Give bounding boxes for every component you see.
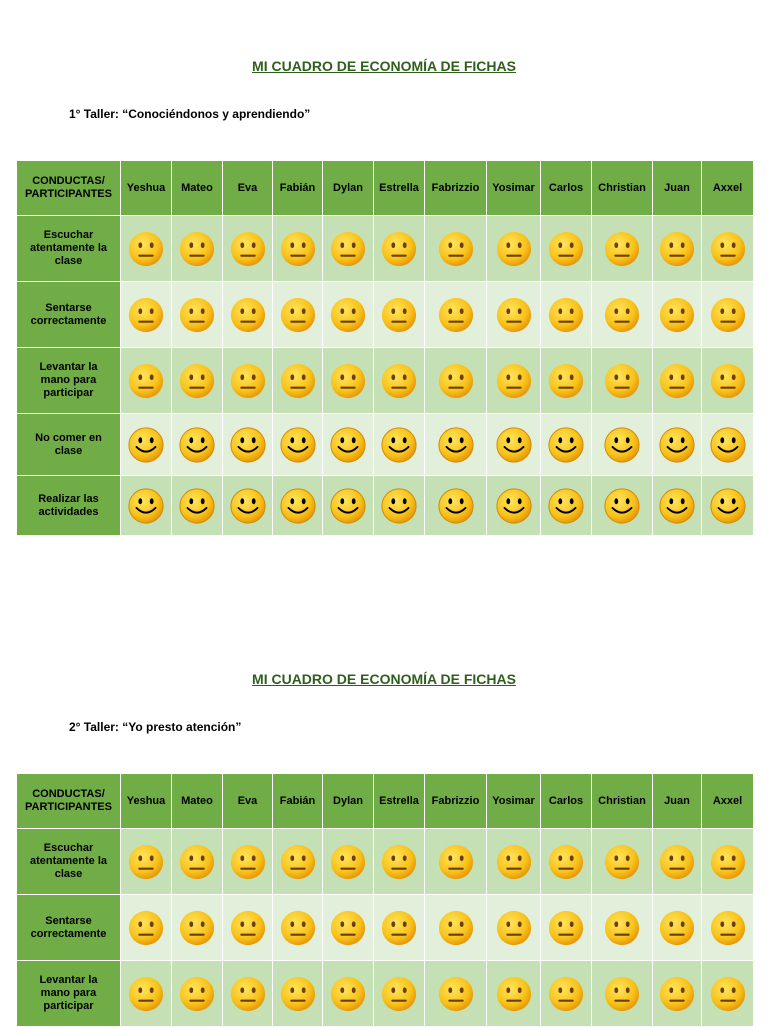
token-cell — [425, 895, 487, 961]
token-cell — [541, 829, 592, 895]
neutral-face-icon — [380, 296, 418, 334]
header-row — [17, 774, 754, 829]
token-cell — [323, 829, 374, 895]
neutral-face-icon — [547, 296, 585, 334]
workshop-subtitle: 1° Taller: “Conociéndonos y aprendiendo” — [69, 107, 311, 121]
neutral-face-icon — [279, 296, 317, 334]
token-cell — [172, 216, 223, 282]
smiley-face-icon — [329, 487, 367, 525]
token-cell — [592, 961, 653, 1027]
token-cell — [702, 961, 754, 1027]
token-cell — [121, 895, 172, 961]
neutral-face-icon — [229, 230, 267, 268]
token-cell — [172, 961, 223, 1027]
label-line: Sentarse — [45, 301, 92, 314]
token-cell — [653, 216, 702, 282]
smiley-face-icon — [380, 487, 418, 525]
neutral-face-icon — [279, 975, 317, 1013]
smiley-face-icon — [127, 426, 165, 464]
token-cell — [121, 829, 172, 895]
token-cell — [121, 282, 172, 348]
token-economy-table — [16, 773, 754, 1027]
token-cell — [121, 216, 172, 282]
token-cell — [425, 216, 487, 282]
token-cell — [541, 282, 592, 348]
smiley-face-icon — [279, 426, 317, 464]
label-line: mano para — [40, 374, 97, 386]
neutral-face-icon — [603, 230, 641, 268]
neutral-face-icon — [547, 230, 585, 268]
token-cell — [172, 895, 223, 961]
token-cell — [425, 348, 487, 414]
smiley-face-icon — [658, 487, 696, 525]
participant-header: Christian — [592, 161, 653, 216]
neutral-face-icon — [709, 230, 747, 268]
token-cell — [653, 348, 702, 414]
behavior-label — [17, 414, 121, 476]
corner-header — [17, 161, 121, 216]
token-cell — [374, 282, 425, 348]
neutral-face-icon — [329, 843, 367, 881]
participant-header: Mateo — [172, 161, 223, 216]
token-cell — [273, 961, 323, 1027]
token-cell — [374, 216, 425, 282]
behavior-row — [17, 348, 754, 414]
participant-header: Yeshua — [121, 774, 172, 829]
label-line: clase — [54, 255, 83, 267]
token-cell — [223, 348, 273, 414]
token-cell — [592, 414, 653, 476]
token-cell — [425, 282, 487, 348]
token-cell — [702, 895, 754, 961]
token-cell — [172, 348, 223, 414]
label-line: actividades — [38, 505, 99, 518]
behavior-row — [17, 961, 754, 1027]
token-cell — [653, 829, 702, 895]
token-cell — [323, 961, 374, 1027]
token-cell — [653, 282, 702, 348]
neutral-face-icon — [437, 843, 475, 881]
token-cell — [702, 476, 754, 536]
token-cell — [121, 476, 172, 536]
neutral-face-icon — [329, 230, 367, 268]
label-line: CONDUCTAS/ — [32, 175, 105, 187]
label-line: Escuchar — [43, 842, 94, 854]
token-cell — [592, 895, 653, 961]
neutral-face-icon — [495, 843, 533, 881]
neutral-face-icon — [547, 975, 585, 1013]
token-cell — [323, 216, 374, 282]
token-cell — [223, 414, 273, 476]
neutral-face-icon — [178, 230, 216, 268]
token-cell — [323, 348, 374, 414]
token-cell — [425, 476, 487, 536]
neutral-face-icon — [380, 909, 418, 947]
token-cell — [374, 829, 425, 895]
token-cell — [273, 476, 323, 536]
behavior-row — [17, 476, 754, 536]
neutral-face-icon — [709, 975, 747, 1013]
behavior-label — [17, 348, 121, 414]
neutral-face-icon — [603, 296, 641, 334]
token-cell — [273, 348, 323, 414]
neutral-face-icon — [229, 909, 267, 947]
neutral-face-icon — [658, 909, 696, 947]
token-cell — [487, 216, 541, 282]
behavior-row — [17, 895, 754, 961]
token-cell — [172, 829, 223, 895]
neutral-face-icon — [709, 362, 747, 400]
workshop-subtitle: 2° Taller: “Yo presto atención” — [69, 720, 242, 734]
behavior-label — [17, 216, 121, 282]
neutral-face-icon — [658, 230, 696, 268]
neutral-face-icon — [380, 362, 418, 400]
participant-header: Yosimar — [487, 161, 541, 216]
token-cell — [592, 216, 653, 282]
label-line: No comer en — [35, 431, 102, 444]
token-cell — [653, 961, 702, 1027]
neutral-face-icon — [279, 230, 317, 268]
header-row — [17, 161, 754, 216]
neutral-face-icon — [437, 362, 475, 400]
participant-header: Fabrizzio — [425, 774, 487, 829]
token-cell — [223, 476, 273, 536]
token-cell — [487, 829, 541, 895]
smiley-face-icon — [709, 487, 747, 525]
neutral-face-icon — [495, 362, 533, 400]
token-cell — [653, 895, 702, 961]
neutral-face-icon — [279, 909, 317, 947]
neutral-face-icon — [658, 843, 696, 881]
neutral-face-icon — [437, 230, 475, 268]
neutral-face-icon — [329, 362, 367, 400]
neutral-face-icon — [279, 843, 317, 881]
neutral-face-icon — [279, 362, 317, 400]
neutral-face-icon — [380, 975, 418, 1013]
token-cell — [487, 348, 541, 414]
participant-header: Fabián — [273, 774, 323, 829]
smiley-face-icon — [178, 487, 216, 525]
token-cell — [541, 348, 592, 414]
token-cell — [323, 895, 374, 961]
neutral-face-icon — [495, 296, 533, 334]
smiley-face-icon — [495, 487, 533, 525]
neutral-face-icon — [603, 909, 641, 947]
token-cell — [273, 414, 323, 476]
participant-header: Carlos — [541, 161, 592, 216]
token-cell — [121, 348, 172, 414]
neutral-face-icon — [437, 975, 475, 1013]
participant-header: Yeshua — [121, 161, 172, 216]
neutral-face-icon — [329, 975, 367, 1013]
neutral-face-icon — [127, 843, 165, 881]
token-cell — [323, 414, 374, 476]
behavior-row — [17, 282, 754, 348]
smiley-face-icon — [658, 426, 696, 464]
token-cell — [592, 282, 653, 348]
participant-header: Axxel — [702, 774, 754, 829]
behavior-row — [17, 829, 754, 895]
token-cell — [121, 414, 172, 476]
page-title: MI CUADRO DE ECONOMÍA DE FICHAS — [252, 671, 516, 687]
neutral-face-icon — [709, 843, 747, 881]
neutral-face-icon — [547, 909, 585, 947]
token-cell — [121, 961, 172, 1027]
neutral-face-icon — [437, 296, 475, 334]
token-cell — [223, 829, 273, 895]
participant-header: Juan — [653, 774, 702, 829]
token-economy-table — [16, 160, 754, 536]
token-cell — [273, 282, 323, 348]
token-cell — [702, 348, 754, 414]
token-cell — [425, 961, 487, 1027]
token-cell — [541, 895, 592, 961]
participant-header: Carlos — [541, 774, 592, 829]
token-cell — [487, 961, 541, 1027]
neutral-face-icon — [437, 909, 475, 947]
label-line: Levantar la — [39, 361, 98, 373]
token-cell — [374, 414, 425, 476]
neutral-face-icon — [329, 909, 367, 947]
label-line: correctamente — [30, 314, 107, 327]
token-cell — [273, 829, 323, 895]
smiley-face-icon — [279, 487, 317, 525]
label-line: Realizar las — [38, 492, 99, 505]
participant-header: Juan — [653, 161, 702, 216]
label-line: Levantar la — [39, 974, 98, 986]
participant-header: Dylan — [323, 774, 374, 829]
label-line: mano para — [40, 987, 97, 999]
token-cell — [487, 414, 541, 476]
participant-header: Fabrizzio — [425, 161, 487, 216]
token-cell — [702, 216, 754, 282]
participant-header: Fabián — [273, 161, 323, 216]
token-cell — [487, 895, 541, 961]
behavior-row — [17, 216, 754, 282]
neutral-face-icon — [127, 909, 165, 947]
neutral-face-icon — [229, 296, 267, 334]
label-line: correctamente — [30, 927, 107, 940]
neutral-face-icon — [603, 362, 641, 400]
token-cell — [273, 895, 323, 961]
label-line: participar — [43, 387, 94, 399]
neutral-face-icon — [658, 362, 696, 400]
page-title: MI CUADRO DE ECONOMÍA DE FICHAS — [252, 58, 516, 74]
participant-header: Estrella — [374, 774, 425, 829]
token-cell — [172, 414, 223, 476]
token-cell — [172, 282, 223, 348]
behavior-label — [17, 961, 121, 1027]
neutral-face-icon — [547, 362, 585, 400]
token-cell — [487, 282, 541, 348]
participant-header: Mateo — [172, 774, 223, 829]
neutral-face-icon — [178, 362, 216, 400]
label-line: clase — [54, 444, 83, 457]
token-cell — [702, 282, 754, 348]
neutral-face-icon — [709, 909, 747, 947]
token-cell — [541, 476, 592, 536]
token-cell — [541, 414, 592, 476]
neutral-face-icon — [547, 843, 585, 881]
token-cell — [273, 216, 323, 282]
neutral-face-icon — [127, 230, 165, 268]
token-cell — [702, 829, 754, 895]
label-line: Escuchar — [43, 229, 94, 241]
neutral-face-icon — [127, 296, 165, 334]
behavior-row — [17, 414, 754, 476]
neutral-face-icon — [178, 296, 216, 334]
neutral-face-icon — [229, 362, 267, 400]
label-line: PARTICIPANTES — [25, 188, 112, 200]
token-cell — [592, 348, 653, 414]
smiley-face-icon — [329, 426, 367, 464]
smiley-face-icon — [229, 487, 267, 525]
neutral-face-icon — [127, 975, 165, 1013]
token-cell — [702, 414, 754, 476]
behavior-label — [17, 895, 121, 961]
participant-header: Eva — [223, 774, 273, 829]
neutral-face-icon — [495, 975, 533, 1013]
behavior-label — [17, 829, 121, 895]
smiley-face-icon — [127, 487, 165, 525]
neutral-face-icon — [229, 975, 267, 1013]
participant-header: Axxel — [702, 161, 754, 216]
token-cell — [172, 476, 223, 536]
behavior-label — [17, 282, 121, 348]
token-cell — [223, 895, 273, 961]
smiley-face-icon — [495, 426, 533, 464]
neutral-face-icon — [495, 230, 533, 268]
token-cell — [487, 476, 541, 536]
neutral-face-icon — [178, 843, 216, 881]
neutral-face-icon — [229, 843, 267, 881]
label-line: PARTICIPANTES — [25, 801, 112, 813]
token-cell — [374, 476, 425, 536]
neutral-face-icon — [329, 296, 367, 334]
smiley-face-icon — [547, 487, 585, 525]
token-cell — [223, 216, 273, 282]
neutral-face-icon — [709, 296, 747, 334]
neutral-face-icon — [603, 975, 641, 1013]
smiley-face-icon — [547, 426, 585, 464]
label-line: CONDUCTAS/ — [32, 788, 105, 800]
neutral-face-icon — [178, 975, 216, 1013]
label-line: atentamente la — [29, 855, 108, 867]
label-line: atentamente la — [29, 242, 108, 254]
token-cell — [223, 282, 273, 348]
neutral-face-icon — [380, 843, 418, 881]
smiley-face-icon — [380, 426, 418, 464]
neutral-face-icon — [178, 909, 216, 947]
label-line: clase — [54, 868, 83, 880]
smiley-face-icon — [437, 426, 475, 464]
participant-header: Dylan — [323, 161, 374, 216]
token-cell — [323, 476, 374, 536]
token-cell — [374, 961, 425, 1027]
token-cell — [541, 216, 592, 282]
neutral-face-icon — [603, 843, 641, 881]
token-cell — [374, 895, 425, 961]
neutral-face-icon — [380, 230, 418, 268]
token-cell — [592, 829, 653, 895]
participant-header: Christian — [592, 774, 653, 829]
smiley-face-icon — [178, 426, 216, 464]
neutral-face-icon — [658, 296, 696, 334]
smiley-face-icon — [603, 426, 641, 464]
participant-header: Estrella — [374, 161, 425, 216]
behavior-label — [17, 476, 121, 536]
token-cell — [323, 282, 374, 348]
token-cell — [425, 414, 487, 476]
label-line: participar — [43, 1000, 94, 1012]
label-line: Sentarse — [45, 914, 92, 927]
neutral-face-icon — [127, 362, 165, 400]
token-cell — [653, 414, 702, 476]
token-cell — [541, 961, 592, 1027]
token-cell — [223, 961, 273, 1027]
smiley-face-icon — [437, 487, 475, 525]
neutral-face-icon — [658, 975, 696, 1013]
smiley-face-icon — [709, 426, 747, 464]
participant-header: Eva — [223, 161, 273, 216]
token-cell — [425, 829, 487, 895]
participant-header: Yosimar — [487, 774, 541, 829]
token-cell — [374, 348, 425, 414]
neutral-face-icon — [495, 909, 533, 947]
smiley-face-icon — [603, 487, 641, 525]
corner-header — [17, 774, 121, 829]
token-cell — [592, 476, 653, 536]
token-cell — [653, 476, 702, 536]
smiley-face-icon — [229, 426, 267, 464]
